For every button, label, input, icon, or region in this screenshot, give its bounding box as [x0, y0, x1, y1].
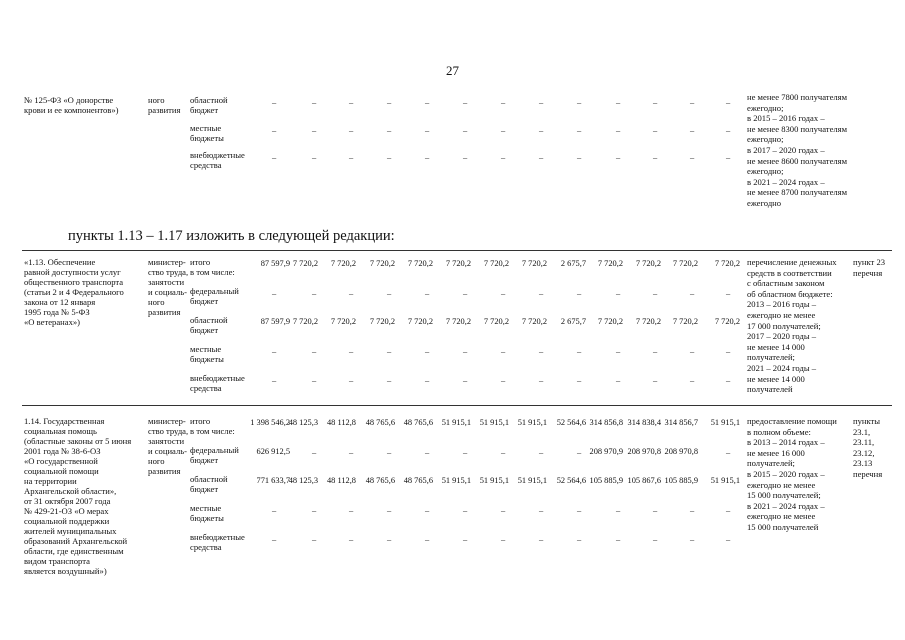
empty-value-dash: –: [577, 98, 582, 107]
empty-value-dash: –: [539, 289, 544, 298]
source-label-line: итого: [190, 416, 211, 426]
indicator-line: в 2017 – 2020 годах –: [747, 145, 825, 155]
reference-line: 23.13: [853, 458, 873, 469]
program-title-line: на территории: [24, 476, 77, 486]
empty-value-dash: –: [312, 347, 317, 356]
funding-value: 7 720,2: [597, 259, 623, 268]
indicator-line: получателей;: [747, 458, 795, 469]
source-label-line: бюджет: [190, 325, 219, 335]
funding-value: 208 970,8: [664, 447, 698, 456]
empty-value-dash: –: [726, 153, 731, 162]
empty-value-dash: –: [539, 126, 544, 135]
empty-value-dash: –: [690, 347, 695, 356]
empty-value-dash: –: [726, 98, 731, 107]
indicator-line: ежегодно не менее: [747, 479, 816, 490]
indicator-line: получателей: [747, 384, 793, 395]
empty-value-dash: –: [425, 347, 430, 356]
empty-value-dash: –: [653, 289, 658, 298]
empty-value-dash: –: [387, 347, 392, 356]
source-label-line: бюджет: [190, 105, 219, 115]
funding-value: 52 564,6: [556, 418, 586, 427]
empty-value-dash: –: [690, 535, 695, 544]
funding-value: 51 915,1: [710, 476, 740, 485]
indicator-line: 17 000 получателей;: [747, 320, 821, 331]
source-label-line: бюджет: [190, 484, 219, 494]
program-title-line: области, где единственным: [24, 546, 124, 556]
empty-value-dash: –: [653, 126, 658, 135]
indicator-line: 2017 – 2020 годы –: [747, 331, 817, 342]
funding-value: 7 720,2: [714, 259, 740, 268]
empty-value-dash: –: [690, 153, 695, 162]
funding-value: 7 720,2: [714, 317, 740, 326]
empty-value-dash: –: [501, 506, 506, 515]
empty-value-dash: –: [463, 376, 468, 385]
source-label-line: местные: [190, 123, 222, 133]
funding-value: 105 885,9: [664, 476, 698, 485]
empty-value-dash: –: [577, 153, 582, 162]
executor-line: развития: [148, 466, 181, 476]
empty-value-dash: –: [349, 535, 354, 544]
funding-value: 208 970,9: [589, 447, 623, 456]
executor-line: ного: [148, 297, 165, 307]
empty-value-dash: –: [539, 506, 544, 515]
empty-value-dash: –: [425, 535, 430, 544]
empty-value-dash: –: [577, 535, 582, 544]
empty-value-dash: –: [349, 289, 354, 298]
program-title-line: от 31 октября 2007 года: [24, 496, 111, 506]
funding-value: 51 915,1: [441, 418, 471, 427]
program-title-line: 1995 года № 5-ФЗ: [24, 307, 90, 317]
program-title-line: является воздушный»): [24, 566, 107, 576]
empty-value-dash: –: [653, 98, 658, 107]
empty-value-dash: –: [312, 376, 317, 385]
reference-line: 23.1,: [853, 426, 871, 437]
empty-value-dash: –: [312, 448, 317, 457]
empty-value-dash: –: [349, 506, 354, 515]
empty-value-dash: –: [501, 126, 506, 135]
empty-value-dash: –: [425, 98, 430, 107]
indicator-line: 15 000 получателей: [747, 522, 819, 532]
empty-value-dash: –: [501, 153, 506, 162]
indicator-line: в 2015 – 2016 годах –: [747, 113, 825, 124]
indicator-line: с областным законом: [747, 278, 825, 289]
funding-value: 7 720,2: [407, 259, 433, 268]
source-label-line: бюджеты: [190, 354, 224, 364]
empty-value-dash: –: [349, 153, 354, 162]
indicator-line: предоставление помощи: [747, 416, 837, 426]
funding-value: 7 720,2: [369, 317, 395, 326]
funding-value: 1 398 546,2: [250, 418, 290, 427]
empty-value-dash: –: [726, 347, 731, 356]
funding-value: 7 720,2: [445, 317, 471, 326]
indicator-line: получателей;: [747, 352, 795, 363]
source-label-line: внебюджетные: [190, 532, 245, 542]
empty-value-dash: –: [312, 98, 317, 107]
empty-value-dash: –: [425, 126, 430, 135]
funding-value: 7 720,2: [445, 259, 471, 268]
program-title-line: крови и ее компонентов»): [24, 105, 119, 115]
empty-value-dash: –: [425, 376, 430, 385]
source-label-line: областной: [190, 315, 228, 325]
empty-value-dash: –: [272, 535, 277, 544]
indicator-line: в 2021 – 2024 годах –: [747, 500, 825, 511]
funding-value: 48 765,6: [403, 418, 433, 427]
program-title-line: общественного транспорта: [24, 277, 124, 287]
reference-line: пункты: [853, 416, 881, 426]
empty-value-dash: –: [577, 506, 582, 515]
source-label-line: областной: [190, 95, 228, 105]
empty-value-dash: –: [425, 289, 430, 298]
page-number: 27: [446, 63, 459, 78]
empty-value-dash: –: [539, 347, 544, 356]
empty-value-dash: –: [616, 535, 621, 544]
empty-value-dash: –: [463, 448, 468, 457]
program-title-line: образований Архангельской: [24, 536, 128, 546]
source-label-line: областной: [190, 474, 228, 484]
empty-value-dash: –: [539, 535, 544, 544]
empty-value-dash: –: [501, 535, 506, 544]
indicator-line: 2013 – 2016 годы –: [747, 299, 817, 310]
empty-value-dash: –: [387, 506, 392, 515]
funding-value: 7 720,2: [521, 317, 547, 326]
executor-line: занятости: [148, 436, 185, 446]
program-title-line: закона от 12 января: [24, 297, 96, 307]
source-label-line: местные: [190, 503, 222, 513]
indicator-line: 15 000 получателей;: [747, 490, 821, 501]
executor-line: ного: [148, 456, 165, 466]
program-title-line: Архангельской области»,: [24, 486, 117, 496]
empty-value-dash: –: [616, 98, 621, 107]
source-label-line: итого: [190, 257, 211, 267]
source-label-line: внебюджетные: [190, 150, 245, 160]
empty-value-dash: –: [349, 126, 354, 135]
indicator-line: ежегодно;: [747, 166, 784, 177]
funding-value: 208 970,8: [627, 447, 661, 456]
indicator-line: перечисление денежных: [747, 257, 837, 267]
program-title-line: видом транспорта: [24, 556, 90, 566]
funding-value: 105 867,6: [627, 476, 661, 485]
indicator-line: в 2013 – 2014 годах –: [747, 437, 825, 448]
program-title-line: № 429-21-ОЗ «О мерах: [24, 506, 109, 516]
empty-value-dash: –: [616, 289, 621, 298]
executor-line: ство труда,: [148, 426, 189, 436]
empty-value-dash: –: [616, 376, 621, 385]
empty-value-dash: –: [690, 289, 695, 298]
source-label-line: средства: [190, 160, 222, 170]
empty-value-dash: –: [272, 506, 277, 515]
source-label-line: средства: [190, 542, 222, 552]
empty-value-dash: –: [539, 376, 544, 385]
empty-value-dash: –: [726, 506, 731, 515]
empty-value-dash: –: [463, 289, 468, 298]
empty-value-dash: –: [653, 153, 658, 162]
source-label-line: федеральный: [190, 445, 239, 455]
empty-value-dash: –: [272, 347, 277, 356]
empty-value-dash: –: [272, 289, 277, 298]
funding-value: 51 915,1: [479, 476, 509, 485]
empty-value-dash: –: [653, 347, 658, 356]
program-title-line: «О ветеранах»): [24, 317, 81, 327]
funding-value: 87 597,9: [260, 317, 290, 326]
empty-value-dash: –: [387, 98, 392, 107]
funding-value: 51 915,1: [517, 418, 547, 427]
empty-value-dash: –: [312, 506, 317, 515]
executor-line: занятости: [148, 277, 185, 287]
empty-value-dash: –: [653, 506, 658, 515]
funding-value: 48 125,3: [288, 418, 318, 427]
indicator-line: ежегодно;: [747, 102, 784, 113]
executor-line: развития: [148, 105, 181, 115]
funding-value: 7 720,2: [672, 259, 698, 268]
program-title-line: 2001 года № 38-6-ОЗ: [24, 446, 101, 456]
empty-value-dash: –: [463, 535, 468, 544]
indicator-line: не менее 8300 получателям: [747, 123, 848, 134]
source-label-line: бюджеты: [190, 513, 224, 523]
empty-value-dash: –: [463, 347, 468, 356]
empty-value-dash: –: [501, 289, 506, 298]
indicator-line: ежегодно не менее: [747, 310, 816, 320]
empty-value-dash: –: [312, 153, 317, 162]
empty-value-dash: –: [463, 98, 468, 107]
funding-value: 314 856,7: [664, 418, 698, 427]
funding-value: 7 720,2: [292, 317, 318, 326]
funding-value: 7 720,2: [521, 259, 547, 268]
empty-value-dash: –: [577, 126, 582, 135]
indicator-line: в 2021 – 2024 годах –: [747, 176, 825, 187]
empty-value-dash: –: [349, 376, 354, 385]
source-label-line: внебюджетные: [190, 373, 245, 383]
empty-value-dash: –: [726, 289, 731, 298]
source-label-line: федеральный: [190, 286, 239, 296]
indicator-line: средств в соответствии: [747, 267, 832, 278]
source-label-line: бюджет: [190, 455, 219, 465]
funding-value: 314 838,4: [627, 418, 661, 427]
empty-value-dash: –: [387, 289, 392, 298]
program-title-line: (статьи 2 и 4 Федерального: [24, 287, 124, 297]
empty-value-dash: –: [425, 506, 430, 515]
empty-value-dash: –: [726, 448, 731, 457]
empty-value-dash: –: [653, 376, 658, 385]
funding-value: 7 720,2: [407, 317, 433, 326]
empty-value-dash: –: [539, 98, 544, 107]
section-heading: пункты 1.13 – 1.17 изложить в следующей редакции:: [68, 228, 395, 244]
program-title-line: «1.13. Обеспечение: [24, 257, 96, 267]
empty-value-dash: –: [690, 506, 695, 515]
empty-value-dash: –: [616, 347, 621, 356]
empty-value-dash: –: [501, 448, 506, 457]
funding-value: 7 720,2: [483, 317, 509, 326]
empty-value-dash: –: [463, 153, 468, 162]
funding-value: 314 856,8: [589, 418, 623, 427]
empty-value-dash: –: [539, 153, 544, 162]
funding-value: 7 720,2: [597, 317, 623, 326]
empty-value-dash: –: [425, 153, 430, 162]
empty-value-dash: –: [463, 126, 468, 135]
reference-line: 23.12,: [853, 447, 875, 458]
empty-value-dash: –: [653, 535, 658, 544]
funding-value: 48 125,3: [288, 476, 318, 485]
empty-value-dash: –: [387, 376, 392, 385]
indicator-line: в 2015 – 2020 годах –: [747, 469, 825, 479]
empty-value-dash: –: [726, 535, 731, 544]
executor-line: ство труда,: [148, 267, 189, 277]
empty-value-dash: –: [690, 126, 695, 135]
indicator-line: не менее 16 000: [747, 447, 805, 458]
indicator-line: об областном бюджете:: [747, 288, 833, 299]
funding-value: 48 765,6: [365, 418, 395, 427]
empty-value-dash: –: [387, 126, 392, 135]
empty-value-dash: –: [272, 98, 277, 107]
indicator-line: 2021 – 2024 годы –: [747, 363, 817, 373]
empty-value-dash: –: [349, 98, 354, 107]
funding-value: 2 675,7: [560, 317, 586, 326]
funding-value: 7 720,2: [330, 317, 356, 326]
funding-value: 7 720,2: [635, 317, 661, 326]
empty-value-dash: –: [272, 126, 277, 135]
empty-value-dash: –: [425, 448, 430, 457]
indicator-line: ежегодно;: [747, 134, 784, 145]
indicator-line: не менее 14 000: [747, 341, 805, 352]
funding-value: 105 885,9: [589, 476, 623, 485]
reference-line: пункт 23: [853, 257, 886, 267]
empty-value-dash: –: [501, 376, 506, 385]
empty-value-dash: –: [387, 153, 392, 162]
program-title-line: социальная помощь: [24, 426, 97, 436]
empty-value-dash: –: [577, 448, 582, 457]
source-label-line: бюджеты: [190, 133, 224, 143]
funding-value: 7 720,2: [635, 259, 661, 268]
program-title-line: (областные законы от 5 июня: [24, 436, 132, 446]
funding-value: 771 633,7: [256, 476, 290, 485]
indicator-line: не менее 8700 получателям: [747, 187, 848, 198]
funding-value: 48 765,6: [403, 476, 433, 485]
funding-value: 7 720,2: [483, 259, 509, 268]
empty-value-dash: –: [616, 126, 621, 135]
funding-value: 7 720,2: [330, 259, 356, 268]
empty-value-dash: –: [577, 289, 582, 298]
source-label-line: в том числе:: [190, 426, 235, 436]
empty-value-dash: –: [690, 98, 695, 107]
source-label-line: в том числе:: [190, 267, 235, 277]
executor-line: министер-: [148, 416, 186, 426]
funding-value: 2 675,7: [560, 259, 586, 268]
funding-value: 51 915,1: [441, 476, 471, 485]
executor-line: ного: [148, 95, 165, 105]
indicator-line: не менее 7800 получателям: [747, 92, 848, 102]
funding-value: 48 765,6: [365, 476, 395, 485]
program-title-line: равной доступности услуг: [24, 267, 121, 277]
funding-value: 51 915,1: [710, 418, 740, 427]
table-divider: [22, 250, 892, 251]
source-label-line: местные: [190, 344, 222, 354]
empty-value-dash: –: [349, 347, 354, 356]
empty-value-dash: –: [726, 376, 731, 385]
table-divider: [22, 405, 892, 406]
empty-value-dash: –: [616, 506, 621, 515]
empty-value-dash: –: [312, 126, 317, 135]
program-title-line: социальной поддержки: [24, 516, 110, 526]
empty-value-dash: –: [387, 535, 392, 544]
executor-line: и социаль-: [148, 446, 188, 456]
source-label-line: средства: [190, 383, 222, 393]
funding-value: 48 112,8: [326, 418, 356, 427]
program-title-line: № 125-ФЗ «О донорстве: [24, 95, 114, 105]
executor-line: министер-: [148, 257, 186, 267]
empty-value-dash: –: [577, 347, 582, 356]
empty-value-dash: –: [272, 153, 277, 162]
indicator-line: в полном объеме:: [747, 426, 811, 437]
empty-value-dash: –: [616, 153, 621, 162]
funding-value: 51 915,1: [517, 476, 547, 485]
empty-value-dash: –: [539, 448, 544, 457]
program-title-line: социальной помощи: [24, 466, 99, 476]
empty-value-dash: –: [349, 448, 354, 457]
empty-value-dash: –: [312, 535, 317, 544]
funding-value: 7 720,2: [672, 317, 698, 326]
program-title-line: 1.14. Государственная: [24, 416, 105, 426]
empty-value-dash: –: [463, 506, 468, 515]
program-title-line: жителей муниципальных: [24, 526, 117, 536]
executor-line: развития: [148, 307, 181, 317]
reference-line: перечня: [853, 469, 883, 479]
program-title-line: «О государственной: [24, 456, 98, 466]
indicator-line: ежегодно: [747, 198, 782, 208]
funding-value: 626 912,5: [256, 447, 290, 456]
reference-line: 23.11,: [853, 437, 875, 448]
indicator-line: ежегодно не менее: [747, 511, 816, 522]
funding-value: 48 112,8: [326, 476, 356, 485]
funding-value: 87 597,9: [260, 259, 290, 268]
empty-value-dash: –: [387, 448, 392, 457]
empty-value-dash: –: [272, 376, 277, 385]
empty-value-dash: –: [726, 126, 731, 135]
source-label-line: бюджет: [190, 296, 219, 306]
funding-value: 7 720,2: [369, 259, 395, 268]
indicator-line: не менее 8600 получателям: [747, 155, 848, 166]
executor-line: и социаль-: [148, 287, 188, 297]
funding-value: 52 564,6: [556, 476, 586, 485]
funding-value: 51 915,1: [479, 418, 509, 427]
empty-value-dash: –: [577, 376, 582, 385]
reference-line: перечня: [853, 267, 883, 278]
empty-value-dash: –: [501, 347, 506, 356]
empty-value-dash: –: [312, 289, 317, 298]
indicator-line: не менее 14 000: [747, 373, 805, 384]
empty-value-dash: –: [501, 98, 506, 107]
funding-value: 7 720,2: [292, 259, 318, 268]
empty-value-dash: –: [690, 376, 695, 385]
